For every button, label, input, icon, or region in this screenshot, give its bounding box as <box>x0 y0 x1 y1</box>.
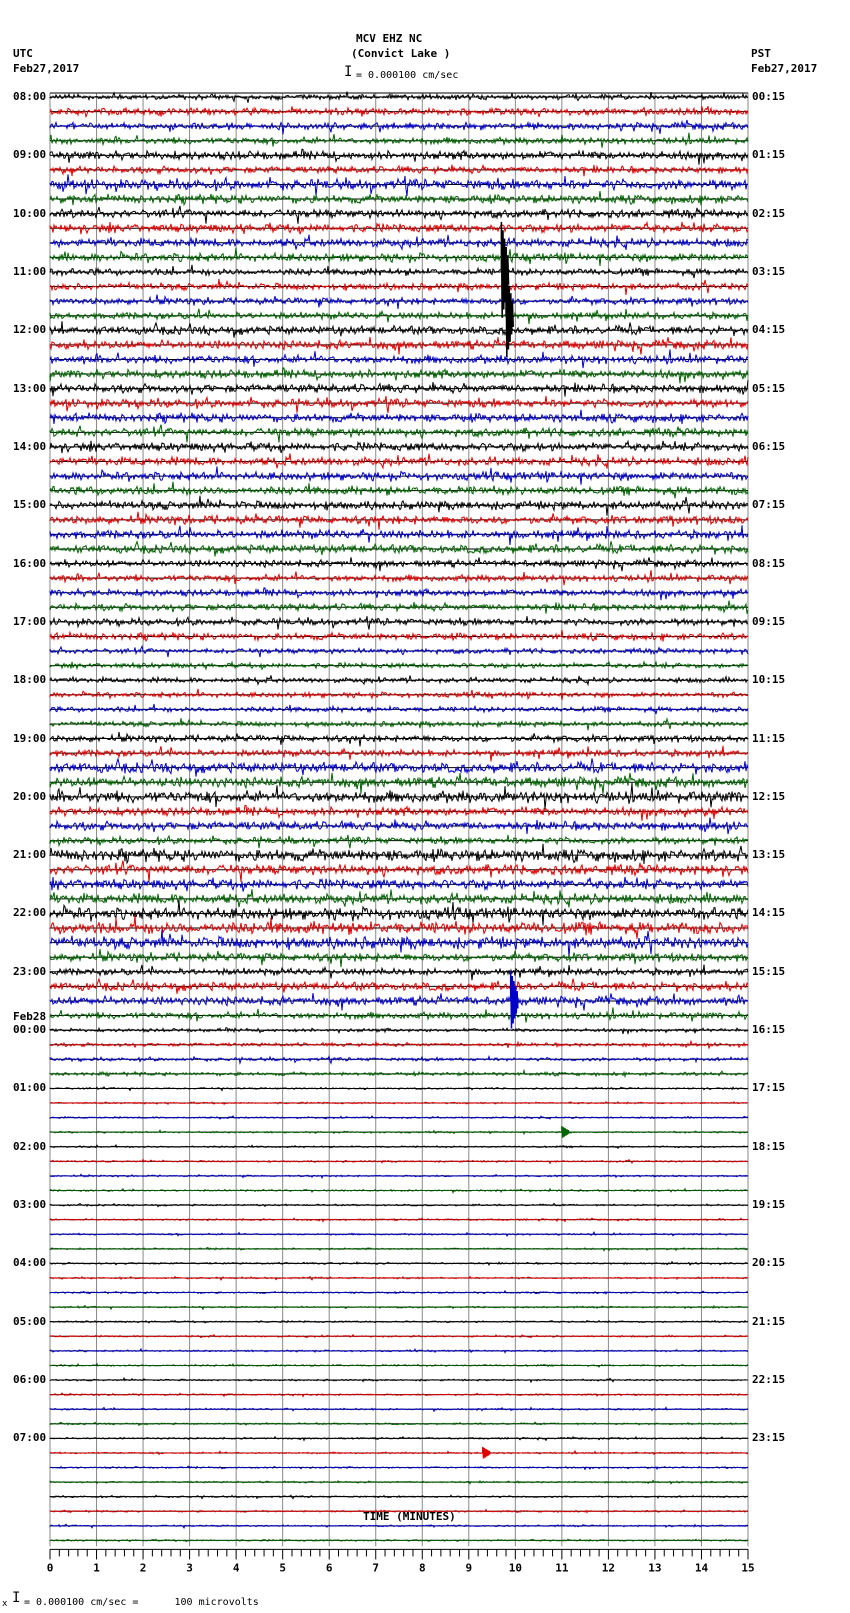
footer-scale-note: = 0.000100 cm/sec = 100 microvolts <box>24 1597 259 1608</box>
pst-hour-label: 14:15 <box>752 906 786 920</box>
svg-text:6: 6 <box>325 1561 333 1575</box>
svg-text:14: 14 <box>694 1561 709 1575</box>
pst-hour-label: 13:15 <box>752 848 786 862</box>
utc-hour-label: 20:00 <box>13 789 47 803</box>
utc-hour-label: 12:00 <box>13 323 47 337</box>
pst-hour-label: 07:15 <box>752 498 786 512</box>
x-axis-label: TIME (MINUTES) <box>363 1510 456 1523</box>
footer-prefix: х <box>2 1599 8 1609</box>
pst-hour-label: 20:15 <box>752 1256 786 1270</box>
pst-hour-label: 05:15 <box>752 381 786 395</box>
utc-hour-label: 07:00 <box>13 1431 47 1445</box>
utc-hour-label: 13:00 <box>13 381 47 395</box>
footer-scale-bar-icon: I <box>12 1590 21 1606</box>
pst-hour-label: 09:15 <box>752 614 786 628</box>
utc-hour-label: 04:00 <box>13 1256 47 1270</box>
utc-hour-label: 05:00 <box>13 1314 47 1328</box>
pst-hour-label: 01:15 <box>752 148 786 162</box>
svg-text:3: 3 <box>186 1561 193 1575</box>
svg-text:12: 12 <box>601 1561 616 1575</box>
svg-text:2: 2 <box>139 1561 147 1575</box>
svg-text:8: 8 <box>418 1561 426 1575</box>
station-location: (Convict Lake ) <box>351 47 451 60</box>
utc-hour-label: 14:00 <box>13 439 47 453</box>
scale-label: = 0.000100 cm/sec <box>356 70 459 81</box>
svg-text:15: 15 <box>741 1561 755 1575</box>
pst-hour-label: 04:15 <box>752 323 786 337</box>
utc-hour-label: 11:00 <box>13 264 47 278</box>
utc-hour-label: 10:00 <box>13 206 47 220</box>
pst-hour-label: 11:15 <box>752 731 786 745</box>
pst-hour-label: 08:15 <box>752 556 786 570</box>
pst-hour-label: 06:15 <box>752 439 786 453</box>
svg-text:0: 0 <box>46 1561 54 1575</box>
svg-text:5: 5 <box>279 1561 286 1575</box>
right-date: Feb27,2017 <box>751 62 818 75</box>
utc-hour-label: 16:00 <box>13 556 47 570</box>
pst-hour-label: 03:15 <box>752 264 786 278</box>
svg-text:10: 10 <box>508 1561 522 1575</box>
utc-date-label: Feb28 <box>13 1010 47 1024</box>
pst-hour-label: 18:15 <box>752 1139 786 1153</box>
scale-bar-icon: I <box>344 64 353 80</box>
pst-hour-label: 21:15 <box>752 1314 786 1328</box>
utc-hour-label: 02:00 <box>13 1139 47 1153</box>
pst-hour-label: 02:15 <box>752 206 786 220</box>
pst-hour-label: 15:15 <box>752 964 786 978</box>
station-title: MCV EHZ NC <box>356 32 423 45</box>
svg-text:11: 11 <box>555 1561 569 1575</box>
svg-text:1: 1 <box>93 1561 100 1575</box>
utc-hour-label: 08:00 <box>13 90 47 103</box>
right-timezone: PST <box>751 47 771 60</box>
left-timezone: UTC <box>13 47 33 60</box>
pst-hour-label: 22:15 <box>752 1373 786 1387</box>
utc-hour-label: 19:00 <box>13 731 47 745</box>
svg-text:9: 9 <box>465 1561 473 1575</box>
pst-hour-label: 00:15 <box>752 90 786 103</box>
utc-hour-label: 03:00 <box>13 1198 47 1212</box>
utc-hour-label: 22:00 <box>13 906 47 920</box>
pst-hour-label: 23:15 <box>752 1431 786 1445</box>
utc-hour-label: 09:00 <box>13 148 47 162</box>
utc-hour-label: 21:00 <box>13 848 47 862</box>
utc-hour-label: 18:00 <box>13 673 47 687</box>
utc-hour-label: 06:00 <box>13 1373 47 1387</box>
pst-hour-label: 19:15 <box>752 1198 786 1212</box>
left-date: Feb27,2017 <box>13 62 80 75</box>
pst-hour-label: 17:15 <box>752 1081 786 1095</box>
pst-hour-label: 12:15 <box>752 789 786 803</box>
pst-hour-label: 16:15 <box>752 1023 786 1037</box>
utc-hour-label: 17:00 <box>13 614 47 628</box>
svg-text:4: 4 <box>232 1561 240 1575</box>
utc-hour-label: 23:00 <box>13 964 47 978</box>
svg-text:7: 7 <box>372 1561 380 1575</box>
utc-hour-label: 15:00 <box>13 498 47 512</box>
svg-text:13: 13 <box>648 1561 662 1575</box>
utc-hour-label: 01:00 <box>13 1081 47 1095</box>
pst-hour-label: 10:15 <box>752 673 786 687</box>
utc-hour-label: 00:00 <box>13 1023 47 1037</box>
